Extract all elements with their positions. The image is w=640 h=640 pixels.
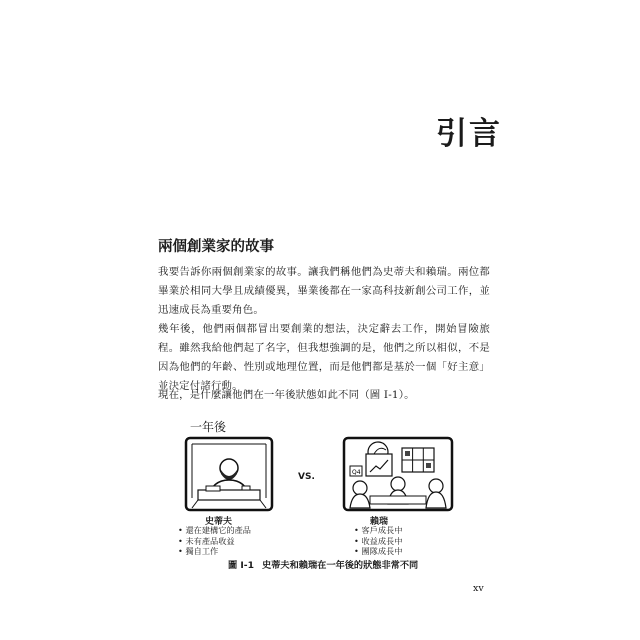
page-number: xv: [473, 583, 484, 594]
figure-caption: [228, 557, 418, 571]
list-item: • 收益成長中: [354, 536, 402, 547]
vs-label: VS.: [298, 472, 315, 482]
larry-status-list: [354, 525, 402, 557]
list-item: • 團隊成長中: [354, 546, 402, 557]
list-item: • 未有產品收益: [178, 536, 251, 547]
caption-text: 史蒂夫和賴瑞在一年後的狀態非常不同: [262, 560, 419, 571]
paragraph-3: 現在，是什麼讓他們在一年後狀態如此不同（圖 I-1）。: [158, 389, 415, 401]
steve-name: 史蒂夫: [205, 517, 233, 527]
larry-name: 賴瑞: [370, 517, 389, 527]
paragraph-2: 幾年後，他們兩個都冒出要創業的想法，決定辭去工作，開始冒險旅程。雖然我給他們起了名字，但我想強調的是，他們之所以相似，不是因為他們的年齡、性別或地理位置，而是他們都是基於一個「好主意」並決定付諸行動。: [158, 323, 490, 392]
list-item: • 還在建構它的產品: [178, 525, 251, 536]
paragraph-1: 我要告訴你兩個創業家的故事。讓我們稱他們為史蒂夫和賴瑞。兩位都畢業於相同大學且成績優異，畢業後都在一家高科技新創公司工作，並迅速成長為重要角色。: [158, 266, 490, 316]
svg-text:Q4: Q4: [352, 469, 361, 476]
section-heading: 兩個創業家的故事: [158, 239, 274, 255]
figure-comparison: [150, 418, 490, 573]
larry-illustration: [342, 436, 454, 512]
steve-illustration: [184, 436, 274, 512]
caption-label: 圖 I-1: [228, 560, 255, 571]
chapter-title: 引言: [436, 116, 502, 152]
panel-heading: 一年後: [190, 420, 227, 434]
steve-status-list: [178, 525, 251, 557]
list-item: • 獨自工作: [178, 546, 251, 557]
list-item: • 客戶成長中: [354, 525, 402, 536]
